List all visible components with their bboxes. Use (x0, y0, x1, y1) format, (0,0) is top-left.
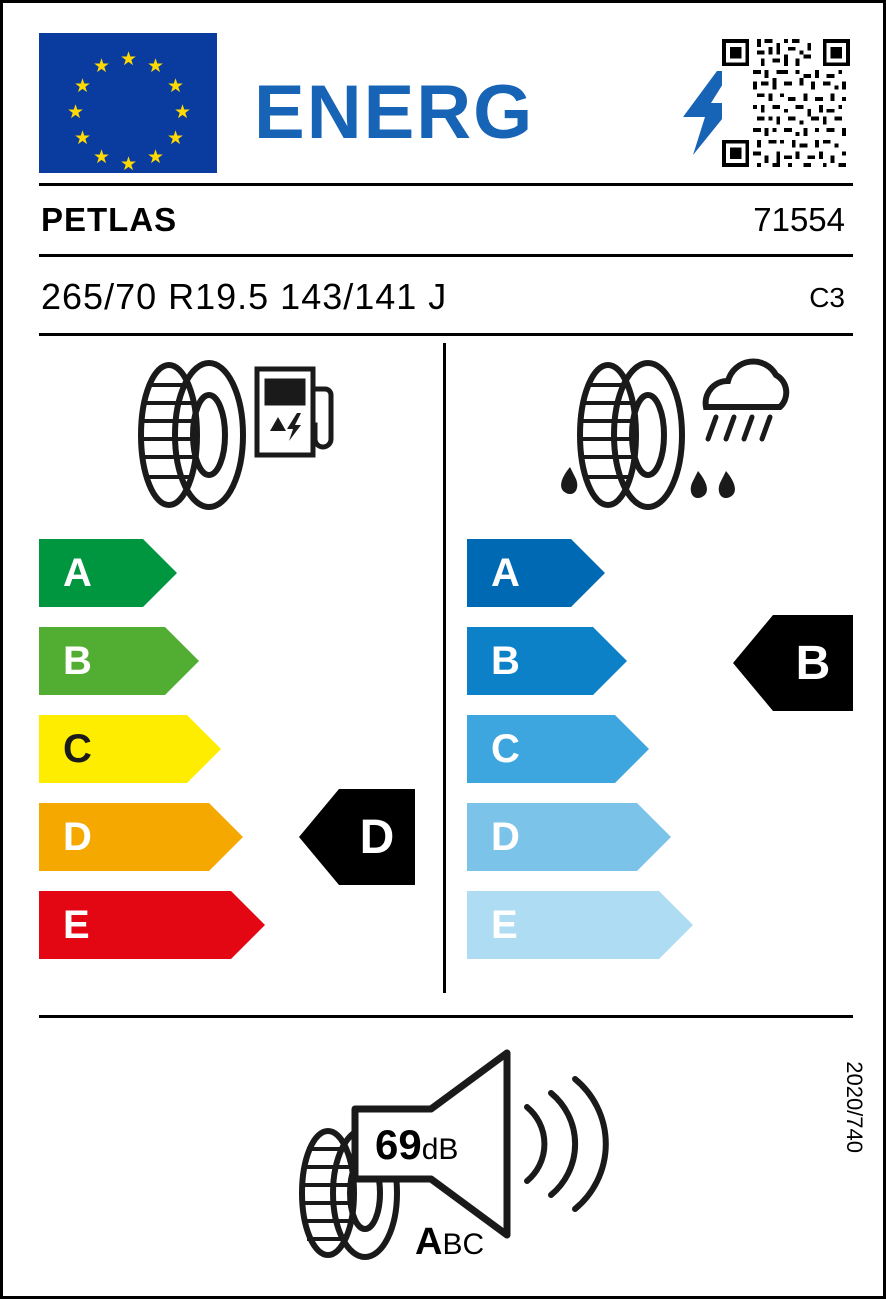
wet-grade-a: A (467, 539, 571, 607)
divider-noise (39, 1015, 853, 1018)
tyre-size: 265/70 R19.5 143/141 J (41, 276, 448, 317)
divider-header (39, 183, 853, 186)
noise-value: 69dB (375, 1121, 459, 1168)
type-code: 71554 (753, 201, 845, 238)
fuel-grade-c: C (39, 715, 187, 783)
noise-class-scale (415, 1221, 484, 1264)
tyre-rain-cloud-icon (530, 351, 800, 519)
tyre-fuel-pump-icon (121, 355, 341, 515)
divider-size (39, 333, 853, 336)
fuel-rating-arrow: D (339, 789, 415, 885)
qr-code-icon (719, 39, 853, 167)
brand-name: PETLAS (41, 201, 178, 238)
fuel-grade-d: D (39, 803, 209, 871)
fuel-grade-a: A (39, 539, 143, 607)
wet-grade-d: D (467, 803, 637, 871)
noise-rating: A (415, 1221, 443, 1263)
wet-grade-e: E (467, 891, 659, 959)
regulation-year: 2020/740 (842, 1061, 867, 1153)
fuel-grade-e: E (39, 891, 231, 959)
noise-other-classes: BC (442, 1228, 485, 1261)
tyre-class: C3 (809, 282, 845, 313)
divider-brand (39, 254, 853, 257)
divider-vertical (443, 343, 446, 993)
noise-section (283, 1043, 613, 1268)
energy-wordmark: ENERG (254, 70, 535, 155)
wet-grade-c: C (467, 715, 615, 783)
wet-rating-arrow: B (773, 615, 853, 711)
fuel-grade-b: B (39, 627, 165, 695)
wet-grade-b: B (467, 627, 593, 695)
eu-flag-icon: ★ ★ ★ ★ ★ ★ ★ ★ ★ ★ ★ ★ (39, 33, 217, 173)
label-header (39, 33, 853, 173)
